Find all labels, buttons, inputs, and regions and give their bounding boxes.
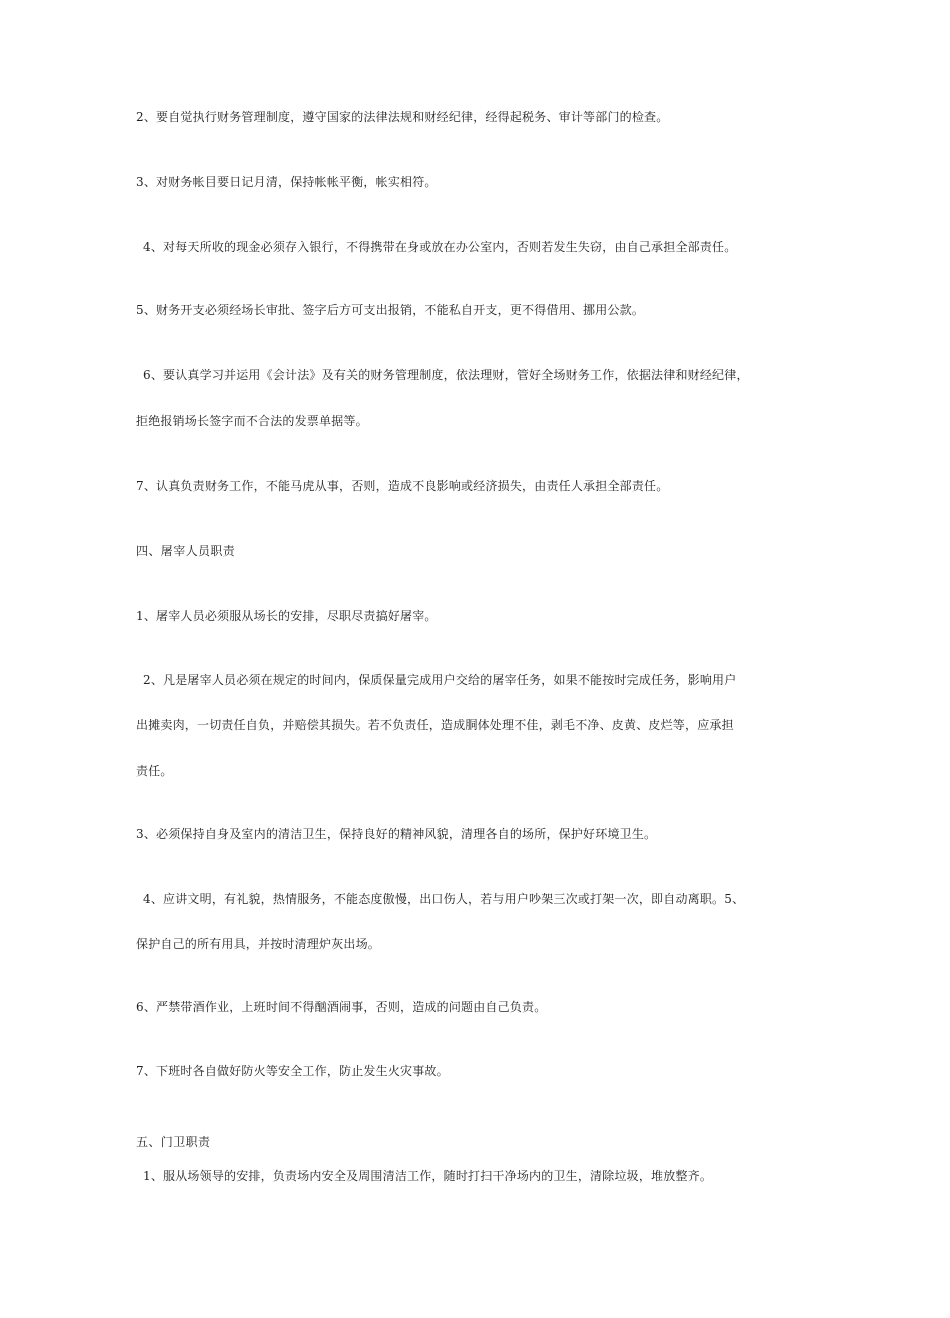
paragraph-slaughter-1: 1、屠宰人员必须服从场长的安排，尽职尽责搞好屠宰。 [136, 609, 437, 623]
paragraph-guard-1: 1、服从场领导的安排，负责场内安全及周围清洁工作，随时打扫干净场内的卫生，清除垃圾，堆放整齐。 [143, 1169, 713, 1183]
paragraph-finance-6-line-1: 6、要认真学习并运用《会计法》及有关的财务管理制度，依法理财，管好全场财务工作，依据法律和财经纪律， [143, 368, 749, 382]
paragraph-slaughter-2-line-1: 2、凡是屠宰人员必须在规定的时间内，保质保量完成用户交给的屠宰任务，如果不能按时完成任务，影响用户 [143, 673, 737, 687]
section-heading-slaughter-staff: 四、屠宰人员职责 [136, 544, 236, 558]
paragraph-finance-6-line-2: 拒绝报销场长签字而不合法的发票单据等。 [136, 414, 368, 428]
paragraph-finance-7: 7、认真负责财务工作，不能马虎从事，否则，造成不良影响或经济损失，由责任人承担全部责任。 [136, 479, 669, 493]
paragraph-slaughter-4-line-2: 保护自己的所有用具，并按时清理炉灰出场。 [136, 937, 381, 951]
paragraph-slaughter-3: 3、必须保持自身及室内的清洁卫生，保持良好的精神风貌，清理各自的场所，保护好环境卫生。 [136, 827, 657, 841]
paragraph-finance-2: 2、要自觉执行财务管理制度，遵守国家的法律法规和财经纪律，经得起税务、审计等部门的检查。 [136, 110, 669, 124]
section-heading-guard: 五、门卫职责 [136, 1135, 211, 1149]
paragraph-slaughter-2-line-3: 责任。 [136, 764, 173, 778]
paragraph-slaughter-7: 7、下班时各自做好防火等安全工作，防止发生火灾事故。 [136, 1064, 449, 1078]
paragraph-slaughter-4-line-1: 4、应讲文明，有礼貌，热情服务，不能态度傲慢，出口伤人，若与用户吵架三次或打架一次，即自动离职。5、 [143, 892, 745, 906]
paragraph-slaughter-2-line-2: 出摊卖肉，一切责任自负，并赔偿其损失。若不负责任，造成胴体处理不佳，剥毛不净、皮黄、皮烂等，应承担 [136, 718, 734, 732]
paragraph-slaughter-6: 6、严禁带酒作业，上班时间不得酗酒闹事，否则，造成的问题由自己负责。 [136, 1000, 547, 1014]
paragraph-finance-5: 5、财务开支必须经场长审批、签字后方可支出报销，不能私自开支，更不得借用、挪用公款。 [136, 303, 645, 317]
paragraph-finance-4: 4、对每天所收的现金必须存入银行，不得携带在身或放在办公室内，否则若发生失窃，由自己承担全部责任。 [143, 240, 737, 254]
paragraph-finance-3: 3、对财务帐目要日记月清，保持帐帐平衡，帐实相符。 [136, 175, 437, 189]
